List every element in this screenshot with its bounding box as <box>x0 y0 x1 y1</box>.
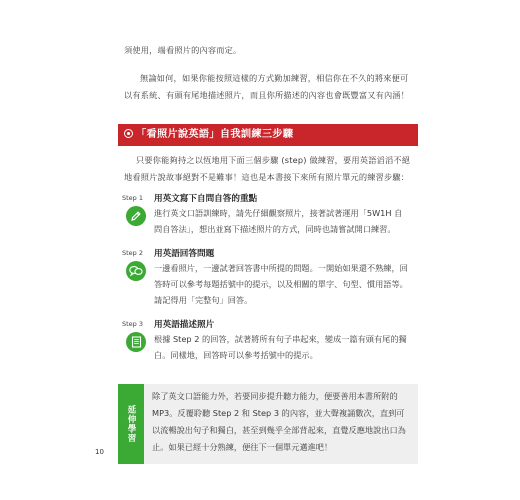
page-number: 10 <box>95 448 104 456</box>
step-label: Step 3 <box>122 320 144 328</box>
step-title: 用英文寫下自問自答的重點 <box>154 194 258 204</box>
step-description: 根據 Step 2 的回答，試著將所有句子串起來，變成一篇有頭有尾的獨白。同樣地，回答時可以參考括號中的提示。 <box>154 334 407 360</box>
step-description: 進行英文口語訓練時，請先仔細觀察照片，接著試著運用「5W1H 自問自答法」，想出並寫下描述照片的方式，同時也請嘗試開口練習。 <box>154 208 403 234</box>
step-label: Step 2 <box>122 249 144 257</box>
section-intro-paragraph: 只要你能夠持之以恆地用下面三個步驟 (step) 做練習，要用英語滔滔不絕地看照片說故事絕對不是難事！這也是本書接下來所有照片單元的練習步驟： <box>124 155 411 182</box>
document-icon <box>126 332 146 352</box>
extension-learning-box <box>118 384 418 464</box>
step-label: Step 1 <box>122 194 144 202</box>
extension-tag: 延伸學習 <box>118 384 144 464</box>
step-title: 用英語描述照片 <box>154 320 215 330</box>
chat-bubbles-icon <box>126 261 146 281</box>
intro-paragraph-2: 無論如何，如果你能按照這樣的方式勤加練習，相信你在不久的將來便可以有系統、有頭有尾地描述照片，而且你所描述的內容也會既豐富又有內涵！ <box>124 73 410 100</box>
extension-text: 除了英文口語能力外，若要同步提升聽力能力，便要善用本書所附的 MP3。反覆聆聽 Step 2 和 Step 3 的內容，並大聲複誦數次，直到可以流暢說出句子和獨白，甚至到幾乎全部背起來，直覺反應地說出口為止。如果已經十分熟練，便往下一個單元邁進吧！ <box>152 391 406 452</box>
step-title: 用英語回答問題 <box>154 249 215 259</box>
section-title <box>118 124 418 146</box>
section-title-text: 「看照片說英語」自我訓練三步驟 <box>136 129 294 140</box>
pencil-icon <box>126 206 146 226</box>
intro-paragraph-1: 須使用，端看照片的內容而定。 <box>124 45 242 55</box>
step-description: 一邊看照片，一邊試著回答書中所提的問題。一開始如果還不熟練，回答時可以參考每題括號中的提示，以及相關的單字、句型、慣用語等。請記得用「完整句」回答。 <box>154 263 408 305</box>
target-bullet-icon <box>124 129 133 138</box>
